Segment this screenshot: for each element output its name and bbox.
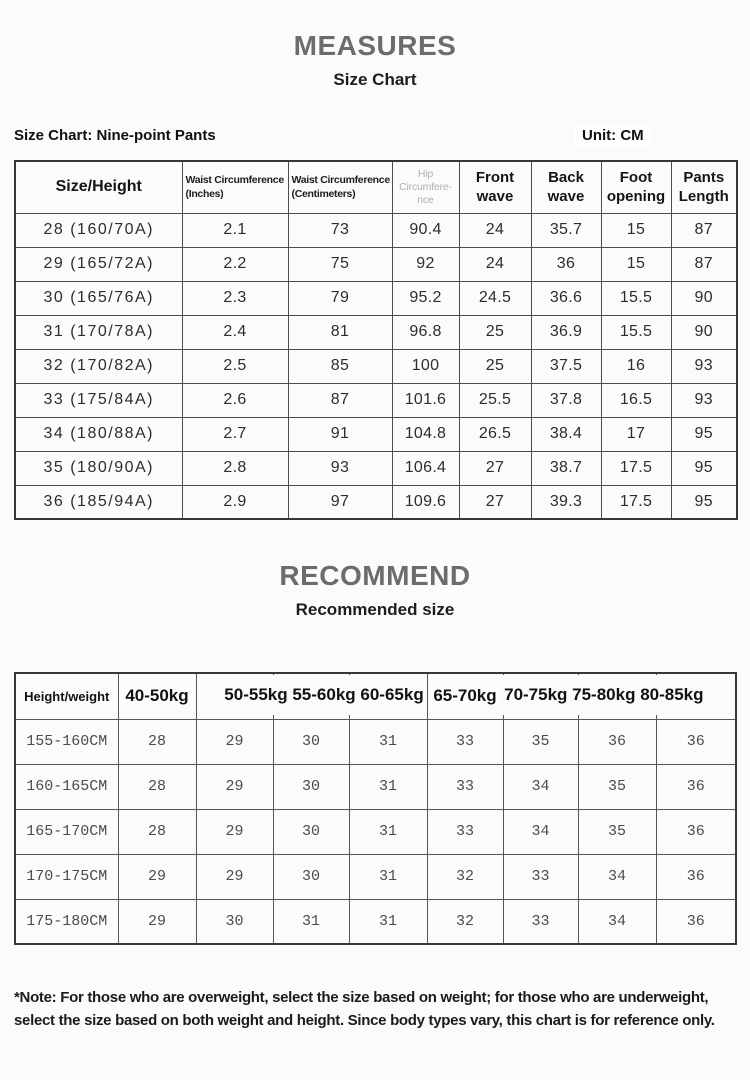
measures-row: [15, 281, 737, 315]
measure-cell: 75: [288, 247, 392, 281]
col-header-waist-cm: [288, 161, 392, 213]
measure-cell: 87: [288, 383, 392, 417]
size-value-cell: 31: [349, 854, 427, 899]
col-header-line: (Centimeters): [291, 188, 356, 201]
size-chart-label: Size Chart: Nine-point Pants: [14, 127, 216, 144]
measures-title: MEASURES: [293, 30, 457, 61]
col-header-line: Waist Circumference: [291, 173, 390, 186]
size-value-cell: 35: [503, 719, 578, 764]
measures-row: [15, 451, 737, 485]
measure-cell: 36.6: [531, 281, 601, 315]
size-value-cell: 28: [118, 719, 196, 764]
size-value-cell: 29: [118, 899, 196, 944]
weight-header-group-a: 50-55kg 55-60kg 60-65kg: [222, 675, 425, 715]
measure-cell: 27: [459, 451, 531, 485]
measure-cell: 38.7: [531, 451, 601, 485]
measure-cell: 106.4: [392, 451, 459, 485]
measure-cell: 17.5: [601, 451, 671, 485]
measure-cell: 2.9: [182, 485, 288, 519]
height-range-cell: 155-160CM: [15, 719, 118, 764]
size-value-cell: 36: [656, 764, 736, 809]
size-value-cell: 34: [578, 854, 656, 899]
measure-cell: 90: [671, 281, 737, 315]
measure-cell: 26.5: [459, 417, 531, 451]
weight-range-label: 65-70kg: [429, 685, 500, 706]
measure-cell: 17.5: [601, 485, 671, 519]
reference-note: *Note: For those who are overweight, select the size based on weight; for those who are underweight, select the size based on both weight and height. Since body types vary, this chart is for reference only.: [14, 989, 715, 1030]
measure-cell: 24: [459, 213, 531, 247]
size-cell: 31 (170/78A): [15, 315, 182, 349]
col-header-foot-opening: Foot opening: [601, 161, 671, 213]
measures-subtitle: Size Chart: [333, 70, 417, 89]
size-value-cell: 30: [273, 854, 349, 899]
measures-row: [15, 349, 737, 383]
measure-cell: 2.2: [182, 247, 288, 281]
recommend-table-wrapper: [14, 672, 735, 945]
measure-cell: 93: [288, 451, 392, 485]
measure-cell: 35.7: [531, 213, 601, 247]
size-cell: 35 (180/90A): [15, 451, 182, 485]
size-value-cell: 31: [349, 719, 427, 764]
recommend-title: RECOMMEND: [279, 560, 471, 591]
col-header-height-weight: Height/weight: [15, 673, 118, 719]
size-value-cell: 36: [656, 899, 736, 944]
measure-cell: 39.3: [531, 485, 601, 519]
col-header-line: Hip: [417, 167, 434, 180]
measures-header-row: [15, 161, 737, 213]
size-value-cell: 29: [196, 764, 273, 809]
size-value-cell: 33: [427, 809, 503, 854]
measure-cell: 36: [531, 247, 601, 281]
measure-cell: 81: [288, 315, 392, 349]
measure-cell: 101.6: [392, 383, 459, 417]
size-cell: 28 (160/70A): [15, 213, 182, 247]
size-value-cell: 36: [656, 854, 736, 899]
measures-table-wrapper: [14, 160, 738, 520]
measure-cell: 2.7: [182, 417, 288, 451]
measure-cell: 2.4: [182, 315, 288, 349]
measures-row: [15, 485, 737, 519]
height-range-cell: 170-175CM: [15, 854, 118, 899]
col-header-front-wave: Front wave: [459, 161, 531, 213]
col-header-65-70kg: [427, 673, 503, 719]
measure-cell: 93: [671, 383, 737, 417]
size-value-cell: 33: [503, 899, 578, 944]
size-value-cell: 31: [349, 899, 427, 944]
size-value-cell: 29: [196, 809, 273, 854]
measure-cell: 2.3: [182, 281, 288, 315]
size-value-cell: 30: [273, 719, 349, 764]
measure-cell: 90: [671, 315, 737, 349]
measures-row: [15, 247, 737, 281]
recommend-subtitle: Recommended size: [295, 600, 455, 619]
size-value-cell: 32: [427, 854, 503, 899]
measure-cell: 2.8: [182, 451, 288, 485]
weight-header-group-b: 70-75kg 75-80kg 80-85kg: [502, 675, 705, 715]
measures-row: [15, 417, 737, 451]
height-range-cell: 160-165CM: [15, 764, 118, 809]
size-value-cell: 34: [503, 809, 578, 854]
size-value-cell: 28: [118, 809, 196, 854]
col-header-hip: [392, 161, 459, 213]
size-value-cell: 31: [273, 899, 349, 944]
measure-cell: 15.5: [601, 281, 671, 315]
size-value-cell: 36: [578, 719, 656, 764]
size-cell: 34 (180/88A): [15, 417, 182, 451]
measure-cell: 2.5: [182, 349, 288, 383]
size-cell: 30 (165/76A): [15, 281, 182, 315]
measure-cell: 25.5: [459, 383, 531, 417]
measures-row: [15, 315, 737, 349]
size-value-cell: 29: [196, 719, 273, 764]
size-value-cell: 30: [273, 764, 349, 809]
measures-row: [15, 383, 737, 417]
measure-cell: 24.5: [459, 281, 531, 315]
measure-cell: 2.1: [182, 213, 288, 247]
measure-cell: 37.5: [531, 349, 601, 383]
size-cell: 29 (165/72A): [15, 247, 182, 281]
measure-cell: 25: [459, 315, 531, 349]
unit-label: Unit: CM: [574, 125, 652, 146]
size-cell: 36 (185/94A): [15, 485, 182, 519]
measure-cell: 95.2: [392, 281, 459, 315]
size-value-cell: 31: [349, 809, 427, 854]
col-header-line: Circumfere-: [399, 180, 452, 193]
measure-cell: 2.6: [182, 383, 288, 417]
col-header-waist-inches: [182, 161, 288, 213]
size-value-cell: 31: [349, 764, 427, 809]
measure-cell: 27: [459, 485, 531, 519]
size-value-cell: 34: [503, 764, 578, 809]
measure-cell: 92: [392, 247, 459, 281]
size-value-cell: 33: [427, 764, 503, 809]
size-cell: 32 (170/82A): [15, 349, 182, 383]
col-header-line: Waist Circumference: [185, 173, 284, 186]
size-value-cell: 33: [503, 854, 578, 899]
size-value-cell: 28: [118, 764, 196, 809]
measure-cell: 85: [288, 349, 392, 383]
col-header-pants-length: Pants Length: [671, 161, 737, 213]
recommend-row: [15, 719, 736, 764]
size-cell: 33 (175/84A): [15, 383, 182, 417]
measure-cell: 100: [392, 349, 459, 383]
measure-cell: 38.4: [531, 417, 601, 451]
size-value-cell: 30: [196, 899, 273, 944]
measure-cell: 15: [601, 247, 671, 281]
measure-cell: 25: [459, 349, 531, 383]
measure-cell: 73: [288, 213, 392, 247]
measure-cell: 87: [671, 213, 737, 247]
measure-cell: 95: [671, 417, 737, 451]
size-value-cell: 36: [656, 809, 736, 854]
measure-cell: 37.8: [531, 383, 601, 417]
recommend-row: [15, 854, 736, 899]
measure-cell: 109.6: [392, 485, 459, 519]
measures-table: [14, 160, 738, 520]
size-value-cell: 35: [578, 809, 656, 854]
recommend-row: [15, 899, 736, 944]
size-value-cell: 32: [427, 899, 503, 944]
measures-row: [15, 213, 737, 247]
measure-cell: 97: [288, 485, 392, 519]
measure-cell: 93: [671, 349, 737, 383]
measure-cell: 16: [601, 349, 671, 383]
measure-cell: 104.8: [392, 417, 459, 451]
measure-cell: 95: [671, 451, 737, 485]
weight-range-label: 40-50kg: [121, 685, 192, 706]
measure-cell: 16.5: [601, 383, 671, 417]
measure-cell: 79: [288, 281, 392, 315]
measure-cell: 36.9: [531, 315, 601, 349]
measure-cell: 87: [671, 247, 737, 281]
measure-cell: 91: [288, 417, 392, 451]
size-value-cell: 36: [656, 719, 736, 764]
recommend-row: [15, 764, 736, 809]
recommend-row: [15, 809, 736, 854]
measure-cell: 17: [601, 417, 671, 451]
size-value-cell: 34: [578, 899, 656, 944]
col-header-line: (Inches): [185, 188, 224, 201]
measure-cell: 95: [671, 485, 737, 519]
measure-cell: 24: [459, 247, 531, 281]
measure-cell: 15: [601, 213, 671, 247]
height-range-cell: 165-170CM: [15, 809, 118, 854]
col-header-size-height: Size/Height: [15, 161, 182, 213]
height-range-cell: 175-180CM: [15, 899, 118, 944]
size-value-cell: 29: [196, 854, 273, 899]
size-value-cell: 29: [118, 854, 196, 899]
measure-cell: 96.8: [392, 315, 459, 349]
col-header-back-wave: Back wave: [531, 161, 601, 213]
size-value-cell: 35: [578, 764, 656, 809]
size-value-cell: 33: [427, 719, 503, 764]
col-header-line: nce: [417, 193, 434, 206]
size-value-cell: 30: [273, 809, 349, 854]
measure-cell: 15.5: [601, 315, 671, 349]
col-header-40-50kg: [118, 673, 196, 719]
measure-cell: 90.4: [392, 213, 459, 247]
